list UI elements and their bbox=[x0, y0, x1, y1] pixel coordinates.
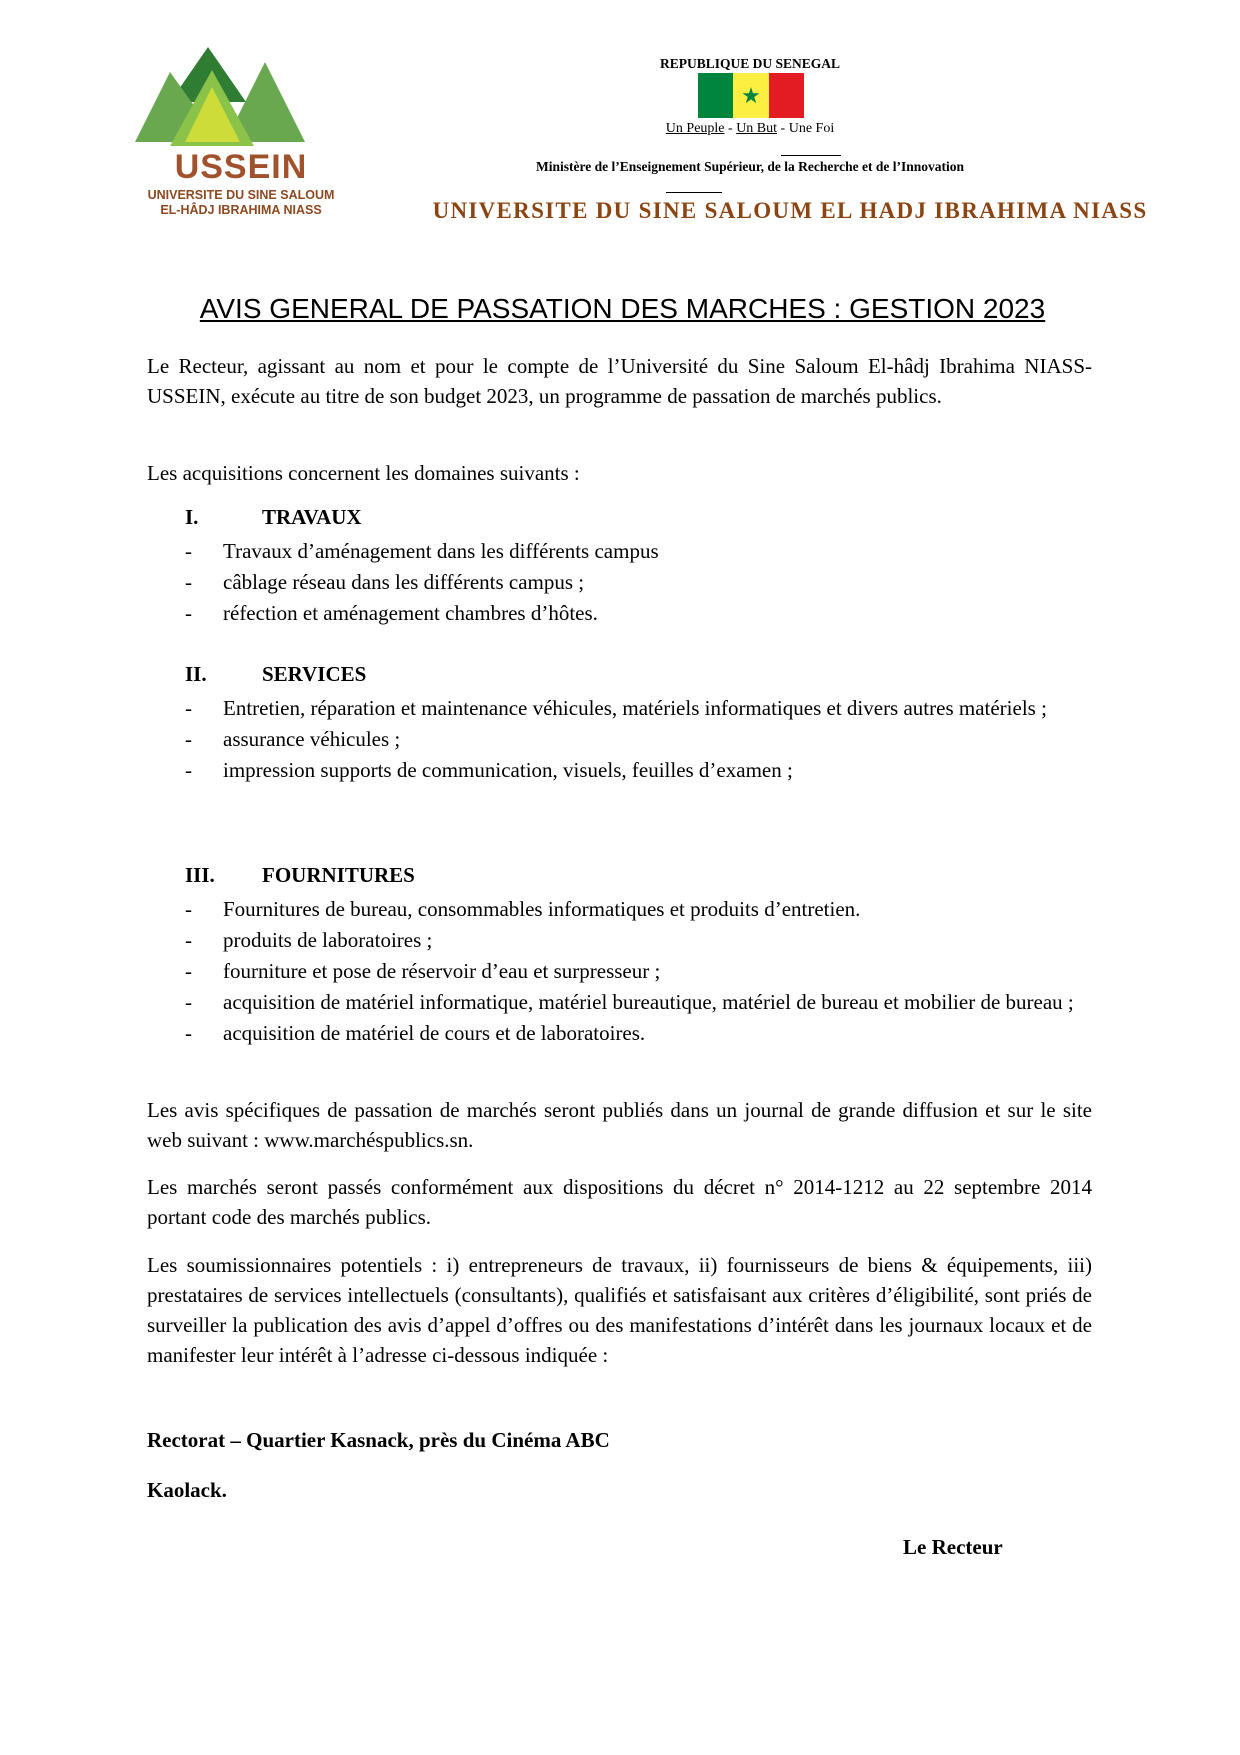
list-item-text: Entretien, réparation et maintenance véhicules, matériels informatiques et divers autres matériels ; bbox=[223, 696, 1047, 720]
section-number: I. bbox=[185, 505, 199, 529]
bullet: - bbox=[185, 928, 192, 952]
address: Rectorat – Quartier Kasnack, près du Cinéma ABC bbox=[147, 1428, 610, 1452]
national-motto bbox=[550, 121, 950, 137]
list-item bbox=[185, 536, 1092, 567]
republic-heading: REPUBLIQUE DU SENEGAL bbox=[659, 56, 841, 71]
city: Kaolack. bbox=[147, 1478, 227, 1502]
section-title: TRAVAUX bbox=[262, 505, 362, 529]
section-number: III. bbox=[185, 863, 215, 887]
bullet: - bbox=[185, 601, 192, 625]
section-title: SERVICES bbox=[262, 662, 367, 686]
list-item bbox=[185, 1018, 1092, 1049]
motto-part-1: Un Peuple bbox=[665, 121, 725, 136]
fournitures-list bbox=[185, 894, 1092, 1049]
divider-line bbox=[666, 192, 722, 193]
soumissionnaires-paragraph: Les soumissionnaires potentiels : i) entrepreneurs de travaux, ii) fournisseurs de biens & équipements, iii) prestataires de services intellectuels (consultants), qualifiés et satisfaisant aux critères d’éligibilité, sont priés de surveiller la publication des avis d’appel d’offres ou des manifestations d’intérêt dans les journaux locaux et de manifester leur intérêt à l’adresse ci-dessous indiquée : bbox=[147, 1253, 1092, 1367]
avis-paragraph: Les avis spécifiques de passation de marchés seront publiés dans un journal de grande diffusion et sur le site web suivant : www.marchéspublics.sn. bbox=[147, 1098, 1092, 1152]
bullet: - bbox=[185, 539, 192, 563]
list-item bbox=[185, 693, 1092, 724]
bullet: - bbox=[185, 727, 192, 751]
bullet: - bbox=[185, 696, 192, 720]
list-item bbox=[185, 956, 1092, 987]
university-name: UNIVERSITE DU SINE SALOUM EL HADJ IBRAHIMA NIASS bbox=[432, 198, 1148, 223]
list-item-text: Fournitures de bureau, consommables informatiques et produits d’entretien. bbox=[223, 897, 861, 921]
bullet: - bbox=[185, 758, 192, 782]
list-item-text: produits de laboratoires ; bbox=[223, 928, 433, 952]
domains-intro: Les acquisitions concernent les domaines suivants : bbox=[147, 461, 580, 485]
intro-paragraph: Le Recteur, agissant au nom et pour le compte de l’Université du Sine Saloum El-hâdj Ibrahima NIASS- USSEIN, exécute au titre de son budget 2023, un programme de passation de marchés publics. bbox=[147, 354, 1092, 408]
list-item bbox=[185, 724, 1092, 755]
travaux-list bbox=[185, 536, 1092, 629]
logo-wordmark: USSEIN bbox=[174, 148, 308, 186]
list-item-text: acquisition de matériel informatique, matériel bureautique, matériel de bureau et mobilier de bureau ; bbox=[223, 990, 1074, 1014]
section-number: II. bbox=[185, 662, 207, 686]
list-item bbox=[185, 755, 1092, 786]
list-item-text: assurance véhicules ; bbox=[223, 727, 401, 751]
section-heading-fournitures bbox=[185, 863, 415, 888]
motto-part-3: Une Foi bbox=[788, 121, 835, 136]
logo-subtitle-line1: UNIVERSITE DU SINE SALOUM bbox=[147, 188, 335, 202]
services-list bbox=[185, 693, 1092, 786]
bullet: - bbox=[185, 959, 192, 983]
logo-subtitle bbox=[136, 188, 346, 218]
motto-part-2: Un But bbox=[736, 121, 778, 136]
list-item-text: réfection et aménagement chambres d’hôtes. bbox=[223, 601, 598, 625]
section-heading-services bbox=[185, 662, 366, 687]
signature: Le Recteur bbox=[903, 1535, 1003, 1559]
ministry-name: Ministère de l’Enseignement Supérieur, de la Recherche et de l’Innovation bbox=[536, 159, 964, 174]
motto-separator-2: - bbox=[777, 121, 789, 136]
list-item-text: fourniture et pose de réservoir d’eau et surpresseur ; bbox=[223, 959, 661, 983]
page-title: AVIS GENERAL DE PASSATION DES MARCHES : GESTION 2023 bbox=[199, 293, 1046, 324]
list-item bbox=[185, 598, 1092, 629]
mountains-logo-icon bbox=[130, 42, 340, 152]
bullet: - bbox=[185, 897, 192, 921]
bullet: - bbox=[185, 570, 192, 594]
list-item-text: câblage réseau dans les différents campus ; bbox=[223, 570, 585, 594]
list-item bbox=[185, 894, 1092, 925]
star-icon: ★ bbox=[741, 82, 761, 108]
bullet: - bbox=[185, 1021, 192, 1045]
section-title: FOURNITURES bbox=[262, 863, 415, 887]
list-item-text: impression supports de communication, visuels, feuilles d’examen ; bbox=[223, 758, 793, 782]
list-item-text: Travaux d’aménagement dans les différents campus bbox=[223, 539, 659, 563]
decret-paragraph: Les marchés seront passés conformément aux dispositions du décret n° 2014-1212 au 22 septembre 2014 portant code des marchés publics. bbox=[147, 1175, 1092, 1229]
list-item bbox=[185, 987, 1092, 1018]
list-item-text: acquisition de matériel de cours et de laboratoires. bbox=[223, 1021, 646, 1045]
senegal-flag-icon bbox=[698, 73, 804, 118]
logo-subtitle-line2: EL-HÂDJ IBRAHIMA NIASS bbox=[160, 203, 322, 217]
bullet: - bbox=[185, 990, 192, 1014]
list-item bbox=[185, 925, 1092, 956]
list-item bbox=[185, 567, 1092, 598]
section-heading-travaux bbox=[185, 505, 362, 530]
motto-separator-1: - bbox=[724, 121, 737, 136]
divider-line bbox=[781, 155, 841, 156]
